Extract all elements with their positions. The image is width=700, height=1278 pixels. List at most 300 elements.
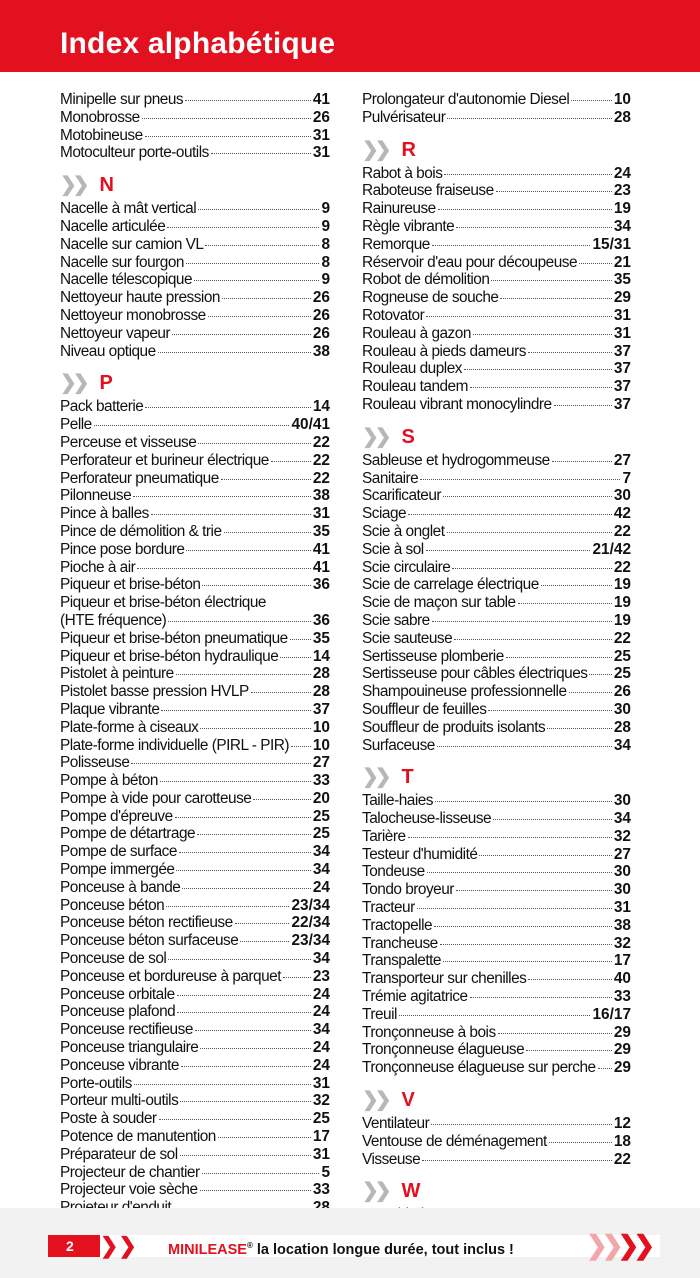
entry-page: 34 <box>312 950 330 968</box>
entry-page: 23 <box>613 182 631 200</box>
dot-leader <box>283 977 311 978</box>
dot-leader <box>211 153 311 154</box>
entry-name: Ventouse de déménagement <box>362 1132 547 1150</box>
section-heading <box>362 1177 631 1202</box>
index-entry <box>60 701 330 719</box>
dot-leader <box>426 550 591 551</box>
entry-page: 22 <box>312 469 330 487</box>
entry-name: Motoculteur porte-outils <box>60 144 209 162</box>
index-entry <box>362 1024 631 1042</box>
dot-leader <box>160 781 311 782</box>
dot-leader <box>94 425 290 426</box>
footer-tagline <box>168 1236 514 1260</box>
entry-page: 34 <box>613 217 631 235</box>
index-entry <box>60 790 330 808</box>
dot-leader <box>464 369 612 370</box>
entry-page: 32 <box>312 1092 330 1110</box>
dot-leader <box>200 1048 311 1049</box>
section-heading <box>362 423 631 448</box>
index-entry <box>60 470 330 488</box>
index-entry <box>362 200 631 218</box>
index-entry <box>362 612 631 630</box>
index-entry <box>60 434 330 452</box>
dot-leader <box>222 298 311 299</box>
double-chevron-icon: ❯❯ <box>362 425 388 448</box>
entry-page: 26 <box>613 683 631 701</box>
index-entry <box>362 452 631 470</box>
index-entry <box>362 541 631 559</box>
dot-leader <box>195 1030 311 1031</box>
dot-leader <box>221 479 311 480</box>
entry-name: Scie circulaire <box>362 558 451 576</box>
entry-page: 26 <box>312 108 330 126</box>
entry-page: 37 <box>312 700 330 718</box>
index-entry <box>60 914 330 932</box>
entry-name: Projecteur voie sèche <box>60 1181 198 1199</box>
dot-leader <box>251 692 311 693</box>
entry-name: Rainureuse <box>362 200 436 218</box>
entry-page: 19 <box>613 576 631 594</box>
index-entry <box>60 1092 330 1110</box>
entry-name: Rotovator <box>362 306 425 324</box>
dot-leader <box>159 1119 311 1120</box>
dot-leader <box>134 1084 311 1085</box>
dot-leader <box>176 870 310 871</box>
index-entry <box>362 1041 631 1059</box>
index-entry <box>60 559 330 577</box>
index-entry <box>60 523 330 541</box>
dot-leader <box>167 227 319 228</box>
entry-name: Pulvérisateur <box>362 108 446 126</box>
index-entry <box>362 1115 631 1133</box>
index-entry <box>362 648 631 666</box>
double-chevron-icon: ❯❯ <box>60 174 86 197</box>
dot-leader <box>224 532 311 533</box>
index-entry <box>60 630 330 648</box>
dot-leader <box>470 997 612 998</box>
index-entry <box>362 899 631 917</box>
index-entry <box>362 487 631 505</box>
index-entry <box>362 1133 631 1151</box>
entry-name: Remorque <box>362 235 430 253</box>
index-entry <box>362 236 631 254</box>
index-entry <box>60 825 330 843</box>
entry-page: 38 <box>613 916 631 934</box>
entry-page: 31 <box>613 306 631 324</box>
index-entry <box>60 1128 330 1146</box>
entry-name: Rouleau à pieds dameurs <box>362 342 526 360</box>
index-entry <box>362 523 631 541</box>
index-entry <box>362 594 631 612</box>
index-entry <box>362 630 631 648</box>
index-column-right <box>362 91 631 1224</box>
entry-name: Pompe de détartrage <box>60 825 196 843</box>
section-letter: N <box>99 174 114 197</box>
double-chevron-icon: ❯❯ <box>362 766 388 789</box>
index-entry <box>60 1003 330 1021</box>
entry-page: 14 <box>312 398 330 416</box>
entry-page: 34 <box>613 810 631 828</box>
entry-name: Pioche à air <box>60 558 136 576</box>
dot-leader <box>145 407 311 408</box>
index-entry <box>362 881 631 899</box>
entry-page: 30 <box>613 487 631 505</box>
index-entry <box>60 307 330 325</box>
entry-page: 26 <box>312 324 330 342</box>
entry-name: Nettoyeur haute pression <box>60 289 220 307</box>
entry-name: Ponceuse et bordureuse à parquet <box>60 967 282 985</box>
entry-name: Nettoyeur vapeur <box>60 324 171 342</box>
index-entry <box>60 861 330 879</box>
dot-leader <box>491 280 611 281</box>
entry-name: Porteur multi-outils <box>60 1092 179 1110</box>
entry-page: 31 <box>312 126 330 144</box>
entry-page: 10 <box>613 91 631 108</box>
dot-leader <box>408 837 612 838</box>
entry-page: 31 <box>312 1145 330 1163</box>
entry-page: 12 <box>613 1115 631 1133</box>
entry-page: 37 <box>613 342 631 360</box>
entry-name: Pistolet à peinture <box>60 665 174 683</box>
dot-leader <box>528 352 612 353</box>
dot-leader <box>253 799 311 800</box>
index-entry <box>362 917 631 935</box>
dot-leader <box>166 906 289 907</box>
double-chevron-icon: ❯❯ <box>100 1233 137 1258</box>
dot-leader <box>200 728 311 729</box>
index-entry <box>362 470 631 488</box>
entry-name: Plaque vibrante <box>60 700 160 718</box>
dot-leader <box>431 1124 612 1125</box>
section-letter: W <box>401 1180 421 1203</box>
dot-leader <box>528 979 612 980</box>
dot-leader <box>498 1033 612 1034</box>
section-heading <box>362 763 631 788</box>
entry-page: 33 <box>312 1181 330 1199</box>
dot-leader <box>549 1142 612 1143</box>
entry-name: Projecteur de chantier <box>60 1163 200 1181</box>
dot-leader <box>208 316 311 317</box>
entry-page: 31 <box>312 505 330 523</box>
index-entry <box>60 343 330 361</box>
index-entry <box>362 719 631 737</box>
entry-page: 23/34 <box>291 932 330 950</box>
entry-name: Scie de carrelage électrique <box>362 576 539 594</box>
entry-page: 30 <box>613 792 631 810</box>
dot-leader <box>185 100 311 101</box>
index-entry <box>362 505 631 523</box>
entry-name: Rabot à bois <box>362 164 443 182</box>
entry-name: Nacelle télescopique <box>60 271 193 289</box>
entry-name: Préparateur de sol <box>60 1145 178 1163</box>
dot-leader <box>218 1137 311 1138</box>
entry-page: 20 <box>312 789 330 807</box>
index-entry <box>60 897 330 915</box>
index-entry <box>60 289 330 307</box>
dot-leader <box>131 763 310 764</box>
dot-leader <box>161 710 310 711</box>
dot-leader <box>473 334 612 335</box>
entry-name: Scie à onglet <box>362 522 445 540</box>
dot-leader <box>168 621 311 622</box>
entry-page: 42 <box>613 505 631 523</box>
entry-name: Piqueur et brise-béton pneumatique <box>60 629 288 647</box>
entry-name: Nettoyeur monobrosse <box>60 306 206 324</box>
dot-leader <box>488 710 611 711</box>
entry-name: Plate-forme individuelle (PIRL - PIR) <box>60 736 289 754</box>
index-entry <box>60 398 330 416</box>
entry-name: Perforateur et burineur électrique <box>60 451 269 469</box>
dot-leader <box>479 855 611 856</box>
dot-leader <box>547 728 612 729</box>
entry-name: Motobineuse <box>60 126 143 144</box>
section-letter: R <box>401 138 416 161</box>
index-entry <box>60 986 330 1004</box>
dot-leader <box>399 1015 591 1016</box>
entry-page: 38 <box>312 342 330 360</box>
index-entry <box>60 950 330 968</box>
index-entry <box>362 701 631 719</box>
entry-page: 19 <box>613 200 631 218</box>
entry-name: Ponceuse béton <box>60 896 165 914</box>
index-entry <box>60 683 330 701</box>
dot-leader <box>496 191 612 192</box>
dot-leader <box>432 621 612 622</box>
entry-name: Pince à balles <box>60 505 149 523</box>
entry-name: Tronçonneuse à bois <box>362 1023 496 1041</box>
entry-page: 23/34 <box>291 896 330 914</box>
entry-name: Ponceuse plafond <box>60 1003 176 1021</box>
entry-page: 26 <box>312 289 330 307</box>
index-entry <box>362 935 631 953</box>
dot-leader <box>443 961 612 962</box>
dot-leader <box>172 334 311 335</box>
entry-name: Minipelle sur pneus <box>60 91 184 108</box>
entry-name: Transpalette <box>362 952 441 970</box>
dot-leader <box>589 674 611 675</box>
dot-leader <box>142 118 311 119</box>
section-letter: P <box>99 372 113 395</box>
index-entry <box>60 968 330 986</box>
dot-leader <box>202 585 310 586</box>
entry-name: Scie à sol <box>362 540 424 558</box>
entry-name: Surfaceuse <box>362 736 435 754</box>
entry-page: 18 <box>613 1132 631 1150</box>
entry-name: Perforateur pneumatique <box>60 469 219 487</box>
dot-leader <box>440 944 612 945</box>
dot-leader <box>240 941 289 942</box>
index-entry <box>362 559 631 577</box>
index-entry <box>60 719 330 737</box>
index-entry <box>362 343 631 361</box>
entry-name: Talocheuse-lisseuse <box>362 810 492 828</box>
entry-name: Plate-forme à ciseaux <box>60 718 199 736</box>
index-entry <box>362 289 631 307</box>
dot-leader <box>447 118 612 119</box>
entry-page: 41 <box>312 558 330 576</box>
entry-name: Tarière <box>362 827 406 845</box>
entry-name: Pompe d'épreuve <box>60 807 173 825</box>
dot-leader <box>408 514 612 515</box>
entry-page: 24 <box>312 878 330 896</box>
entry-name: (HTE fréquence) <box>60 611 167 629</box>
entry-page: 5 <box>321 1163 330 1181</box>
dot-leader <box>198 209 319 210</box>
index-entry <box>60 91 330 109</box>
entry-name: Sciage <box>362 505 407 523</box>
index-entry <box>60 1075 330 1093</box>
index-entry <box>362 396 631 414</box>
dot-leader <box>291 746 311 747</box>
index-entry <box>60 808 330 826</box>
index-entry <box>362 91 631 109</box>
dot-leader <box>182 888 311 889</box>
entry-page: 8 <box>321 253 330 271</box>
entry-name: Pompe immergée <box>60 861 175 879</box>
entry-page: 31 <box>312 1074 330 1092</box>
dot-leader <box>579 263 612 264</box>
dot-leader <box>179 852 311 853</box>
entry-name: Taille-haies <box>362 792 433 810</box>
index-entry <box>60 754 330 772</box>
entry-page: 10 <box>312 736 330 754</box>
entry-page: 33 <box>613 988 631 1006</box>
index-entry <box>362 810 631 828</box>
index-entry <box>362 863 631 881</box>
dot-leader <box>194 280 319 281</box>
entry-name: Piqueur et brise-béton hydraulique <box>60 647 279 665</box>
entry-page: 35 <box>312 629 330 647</box>
index-entry <box>60 109 330 127</box>
entry-page: 22 <box>613 629 631 647</box>
index-entry <box>362 665 631 683</box>
index-entry <box>60 325 330 343</box>
entry-name: Pince de démolition & trie <box>60 522 222 540</box>
entry-page: 28 <box>312 665 330 683</box>
dot-leader <box>571 100 612 101</box>
entry-name: Pince pose bordure <box>60 540 185 558</box>
entry-page: 7 <box>622 469 631 487</box>
entry-page: 9 <box>321 271 330 289</box>
index-entry <box>60 1039 330 1057</box>
entry-page: 30 <box>613 863 631 881</box>
page-number-badge <box>48 1235 100 1257</box>
entry-page: 17 <box>613 952 631 970</box>
section-letter: T <box>401 766 414 789</box>
entry-name: Ponceuse triangulaire <box>60 1039 199 1057</box>
dot-leader <box>186 263 319 264</box>
entry-name: Trémie agitatrice <box>362 988 468 1006</box>
entry-page: 38 <box>312 487 330 505</box>
dot-leader <box>456 890 612 891</box>
double-chevron-icon: ❯❯ <box>60 372 86 395</box>
entry-page: 28 <box>613 718 631 736</box>
entry-page: 34 <box>613 736 631 754</box>
entry-page: 27 <box>312 754 330 772</box>
dot-leader <box>526 1050 612 1051</box>
index-entry <box>362 792 631 810</box>
entry-name: Shampouineuse professionnelle <box>362 683 567 701</box>
page-title: Index alphabétique <box>60 27 336 60</box>
dot-leader <box>447 532 612 533</box>
dot-leader <box>493 819 612 820</box>
dot-leader <box>452 568 612 569</box>
index-entry <box>60 665 330 683</box>
section-letter: V <box>401 1089 415 1112</box>
dot-leader <box>417 908 612 909</box>
entry-name: Tronçonneuse élagueuse <box>362 1041 525 1059</box>
entry-page: 36 <box>312 611 330 629</box>
dot-leader <box>197 834 311 835</box>
entry-page: 23 <box>312 967 330 985</box>
entry-page: 30 <box>613 700 631 718</box>
entry-name: Trancheuse <box>362 934 438 952</box>
dot-leader <box>202 1173 320 1174</box>
index-entry <box>60 1110 330 1128</box>
entry-name: Pelle <box>60 416 92 434</box>
dot-leader <box>434 926 612 927</box>
dot-leader <box>177 1012 311 1013</box>
entry-name: Scie sauteuse <box>362 629 453 647</box>
entry-page: 9 <box>321 217 330 235</box>
entry-page: 29 <box>613 1023 631 1041</box>
dot-leader <box>186 550 310 551</box>
dot-leader <box>437 746 612 747</box>
dot-leader <box>271 461 311 462</box>
index-entry <box>60 1021 330 1039</box>
index-entry <box>60 200 330 218</box>
section-heading <box>362 1086 631 1111</box>
index-entry <box>60 254 330 272</box>
index-entry <box>362 970 631 988</box>
entry-page: 36 <box>312 576 330 594</box>
dot-leader <box>435 801 612 802</box>
entry-name: Ponceuse à bande <box>60 878 181 896</box>
index-entry <box>362 271 631 289</box>
entry-page: 41 <box>312 91 330 108</box>
entry-name: Ventilateur <box>362 1115 430 1133</box>
entry-page: 24 <box>613 164 631 182</box>
entry-page: 35 <box>613 271 631 289</box>
entry-name: Pack batterie <box>60 398 144 416</box>
index-entry <box>362 737 631 755</box>
dot-leader <box>151 514 311 515</box>
entry-page: 40 <box>613 970 631 988</box>
entry-page: 22/34 <box>291 914 330 932</box>
dot-leader <box>518 603 612 604</box>
dot-leader <box>420 479 620 480</box>
dot-leader <box>133 496 311 497</box>
entry-name: Rouleau duplex <box>362 360 462 378</box>
entry-page: 24 <box>312 1056 330 1074</box>
tagline-text: la location longue durée, tout inclus ! <box>252 1241 514 1258</box>
entry-page: 26 <box>312 306 330 324</box>
entry-name: Rouleau à gazon <box>362 324 471 342</box>
dot-leader <box>235 923 290 924</box>
entry-page: 15/31 <box>592 235 631 253</box>
dot-leader <box>180 1155 311 1156</box>
entry-page: 19 <box>613 611 631 629</box>
section-letter: S <box>401 425 415 448</box>
index-entry <box>60 144 330 162</box>
dot-leader <box>541 585 612 586</box>
entry-name: Tondo broyeur <box>362 881 454 899</box>
double-chevron-icon: ❯❯ <box>362 1089 388 1112</box>
section-heading <box>60 369 330 394</box>
entry-name: Tronçonneuse élagueuse sur perche <box>362 1059 596 1077</box>
index-entry <box>362 846 631 864</box>
entry-page: 10 <box>312 718 330 736</box>
